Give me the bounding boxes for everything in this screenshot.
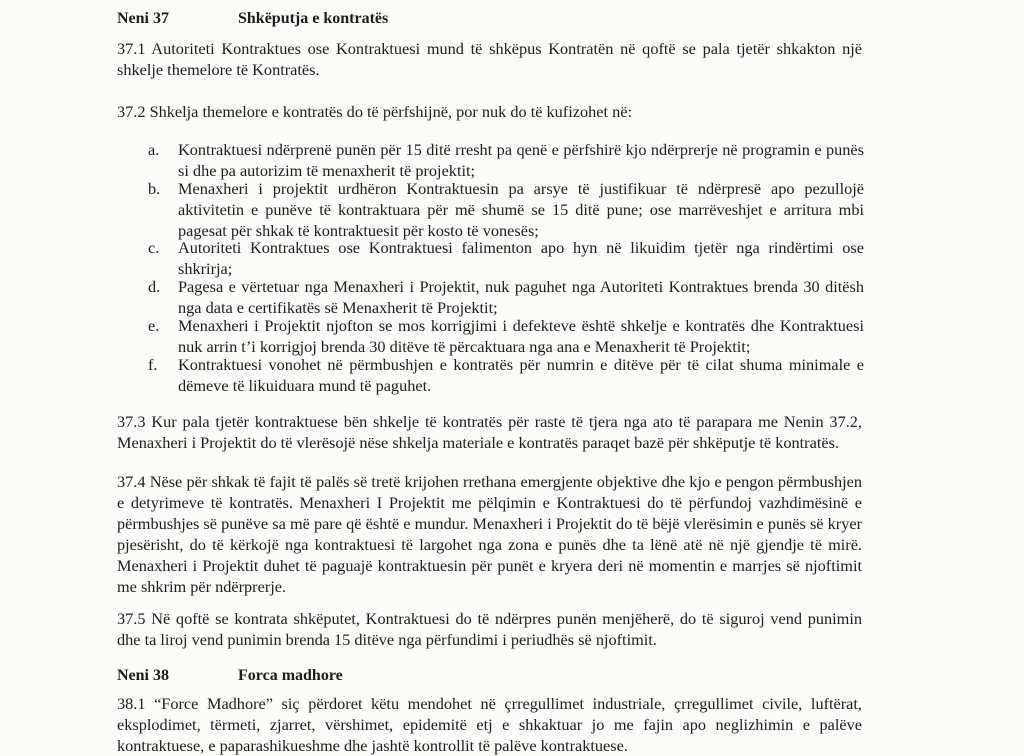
- list-item-d: [148, 276, 864, 318]
- paragraph-37-1: 37.1 Autoriteti Kontraktues ose Kontraktuesi mund të shkëpus Kontratën në qoftë se pala tjetër shkakton një shkelje themelore të Kontratës.: [117, 39, 862, 79]
- list-letter: b.: [148, 179, 161, 198]
- list-text: Kontraktuesi ndërprenë punën për 15 ditë rresht pa qenë e përfshirë kjo ndërprerje në programin e punës si dhe pa autorizim të menaxherit të projektit;: [178, 140, 864, 180]
- article-37-title: Shkëputja e kontratës: [238, 10, 389, 27]
- paragraph-37-4: 37.4 Nëse për shkak të fajit të palës së tretë krijohen rrethana emergjente objektive dhe kjo e pengon përmbushjen e detyrimeve të kontratës. Menaxheri I Projektit me pëlqimin e Kontraktuesi do të përfundoj vazhdimësinë e përmbushjes së punëve sa më pare që është e mundur. Menaxheri i Projektit do të bëjë vlerësimin e punës së kryer pjesërisht, do të kërkojë nga kontraktuesi të largohet nga zona e punës dhe ta lënë atë në një gjendje të mirë. Menaxheri i Projektit duhet të paguajë kontraktuesin për punët e kryera deri në momentin e marrjes së njoftimit me shkrim për ndërprerje.: [117, 472, 862, 596]
- list-item-c: [148, 237, 864, 279]
- list-text: Pagesa e vërtetuar nga Menaxheri i Projektit, nuk paguhet nga Autoriteti Kontraktues brenda 30 ditësh nga data e certifikatës së Menaxherit të Projektit;: [178, 277, 864, 317]
- list-item-b: [148, 178, 864, 241]
- list-text: Menaxheri i projektit urdhëron Kontraktuesin pa arsye të justifikuar të ndërpresë apo pezullojë aktivitetin e punëve të kontraktuara për më shumë se 15 ditë pune; ose marrëveshjet e arritura mbi pagesat për shkak të kontraktuesit për kosto të vonesës;: [178, 179, 864, 240]
- list-item-a: [148, 139, 864, 181]
- article-38-heading: [117, 665, 343, 686]
- list-item-e: [148, 315, 864, 357]
- list-text: Menaxheri i Projektit njofton se mos korrigjimi i defekteve është shkelje e kontratës dhe Kontraktuesi nuk arrin t’i korrigjoj brenda 30 ditëve të përcaktuara nga ana e Menaxherit të Projektit;: [178, 316, 864, 356]
- list-letter: e.: [148, 316, 160, 335]
- list-letter: d.: [148, 277, 161, 296]
- list-letter: a.: [148, 140, 160, 159]
- list-item-f: [148, 354, 864, 396]
- article-37-number: Neni 37: [117, 10, 169, 27]
- list-letter: f.: [148, 355, 158, 374]
- paragraph-37-2: 37.2 Shkelja themelore e kontratës do të përfshijnë, por nuk do të kufizohet në:: [117, 102, 632, 121]
- paragraph-37-5: 37.5 Në qoftë se kontrata shkëputet, Kontraktuesi do të ndërpres punën menjëherë, do të siguroj vend punimin dhe ta liroj vend punimin brenda 15 ditëve nga përfundimi i periudhës së njoftimit.: [117, 609, 862, 649]
- paragraph-37-3: 37.3 Kur pala tjetër kontraktuese bën shkelje të kontratës për raste të tjera nga ato të parapara me Nenin 37.2, Menaxheri i Projektit do të vlerësojë nëse shkelja materiale e kontratës paraqet bazë për shkëputje të kontratës.: [117, 412, 862, 452]
- article-38-title: Forca madhore: [238, 667, 343, 684]
- article-38-number: Neni 38: [117, 667, 169, 684]
- list-text: Autoriteti Kontraktues ose Kontraktuesi falimenton apo hyn në likuidim tjetër nga rindërtimi ose shkrirja;: [178, 238, 864, 278]
- list-text: Kontraktuesi vonohet në përmbushjen e kontratës për numrin e ditëve për të cilat shuma minimale e dëmeve të likuiduara mund të paguhet.: [178, 355, 864, 395]
- paragraph-38-1: 38.1 “Force Madhore” siç përdoret këtu mendohet në çrregullimet industriale, çrregullimet civile, luftërat, eksplodimet, tërmeti, zjarret, vërshimet, epidemitë etj e shkaktuar jo me fajin apo neglizhimin e palëve kontraktuese, e paparashikueshme dhe jashtë kontrollit të palëve kontraktuese.: [117, 694, 862, 755]
- list-letter: c.: [148, 238, 160, 257]
- article-37-heading: [117, 8, 388, 29]
